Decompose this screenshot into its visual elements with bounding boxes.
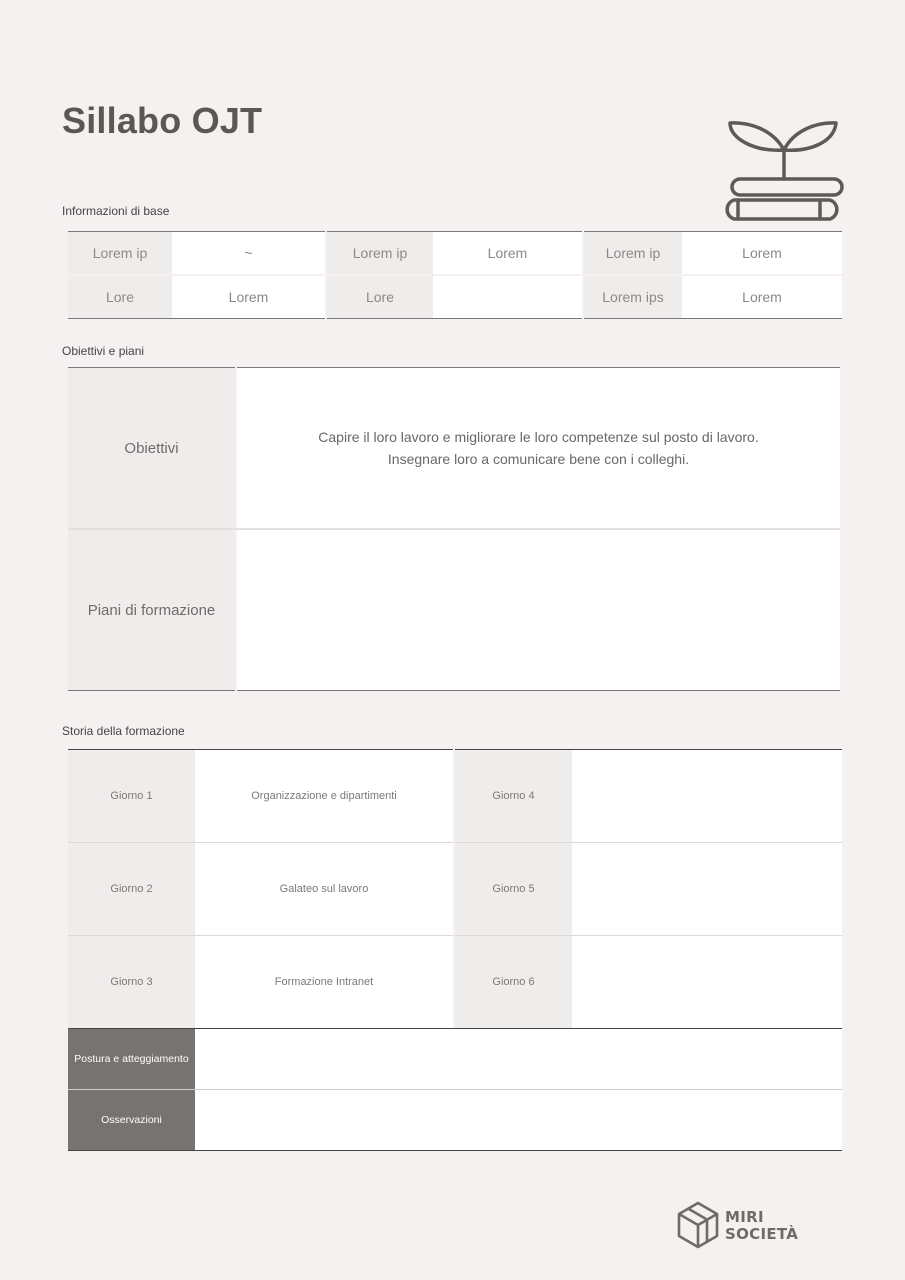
info-value[interactable]: ~ bbox=[172, 232, 326, 276]
info-value[interactable]: Lorem bbox=[682, 275, 842, 319]
notes-table bbox=[68, 1028, 842, 1151]
table-row bbox=[68, 843, 842, 936]
info-label: Lorem ip bbox=[326, 232, 433, 276]
day-topic[interactable]: Formazione Intranet bbox=[195, 936, 454, 1029]
day-label: Giorno 4 bbox=[454, 750, 572, 843]
brand-name-line: SOCIETÀ bbox=[725, 1225, 799, 1243]
brand-logo bbox=[676, 1200, 806, 1252]
day-topic[interactable] bbox=[572, 936, 842, 1029]
plant-books-icon bbox=[722, 118, 844, 224]
brand-name bbox=[725, 1209, 798, 1243]
posture-label: Postura e atteggiamento bbox=[68, 1029, 195, 1090]
section-label-history: Storia della formazione bbox=[62, 724, 185, 738]
info-label: Lorem ip bbox=[68, 232, 172, 276]
table-row bbox=[68, 275, 842, 319]
day-label: Giorno 3 bbox=[68, 936, 195, 1029]
day-label: Giorno 5 bbox=[454, 843, 572, 936]
basic-info-table bbox=[68, 231, 842, 319]
info-value[interactable]: Lorem bbox=[682, 232, 842, 276]
table-row bbox=[68, 368, 840, 530]
day-label: Giorno 2 bbox=[68, 843, 195, 936]
training-plans-label: Piani di formazione bbox=[68, 529, 236, 691]
day-topic[interactable] bbox=[572, 750, 842, 843]
table-row bbox=[68, 232, 842, 276]
table-row bbox=[68, 750, 842, 843]
section-label-basic-info: Informazioni di base bbox=[62, 204, 170, 218]
day-label: Giorno 6 bbox=[454, 936, 572, 1029]
day-topic[interactable]: Galateo sul lavoro bbox=[195, 843, 454, 936]
observations-label: Osservazioni bbox=[68, 1090, 195, 1151]
info-label: Lore bbox=[68, 275, 172, 319]
table-row bbox=[68, 936, 842, 1029]
table-row bbox=[68, 1090, 842, 1151]
goals-table bbox=[68, 367, 840, 691]
table-row bbox=[68, 1029, 842, 1090]
info-value[interactable] bbox=[433, 275, 583, 319]
section-label-goals: Obiettivi e piani bbox=[62, 344, 145, 358]
info-value[interactable]: Lorem bbox=[433, 232, 583, 276]
objectives-value[interactable] bbox=[236, 368, 840, 530]
day-topic[interactable] bbox=[572, 843, 842, 936]
page-title: Sillabo OJT bbox=[62, 100, 263, 141]
observations-value[interactable] bbox=[195, 1090, 842, 1151]
info-value[interactable]: Lorem bbox=[172, 275, 326, 319]
info-label: Lore bbox=[326, 275, 433, 319]
objectives-line: Insegnare loro a comunicare bene con i colleghi. bbox=[387, 451, 690, 467]
training-plans-value[interactable] bbox=[236, 529, 840, 691]
day-label: Giorno 1 bbox=[68, 750, 195, 843]
history-table bbox=[68, 749, 842, 1028]
info-label: Lorem ip bbox=[583, 232, 682, 276]
posture-value[interactable] bbox=[195, 1029, 842, 1090]
day-topic[interactable]: Organizzazione e dipartimenti bbox=[195, 750, 454, 843]
brand-name-line: MIRI bbox=[725, 1208, 764, 1226]
cube-logo-icon bbox=[676, 1200, 720, 1250]
info-label: Lorem ips bbox=[583, 275, 682, 319]
objectives-label: Obiettivi bbox=[68, 368, 236, 530]
table-row bbox=[68, 529, 840, 691]
objectives-line: Capire il loro lavoro e migliorare le loro competenze sul posto di lavoro. bbox=[318, 429, 759, 445]
